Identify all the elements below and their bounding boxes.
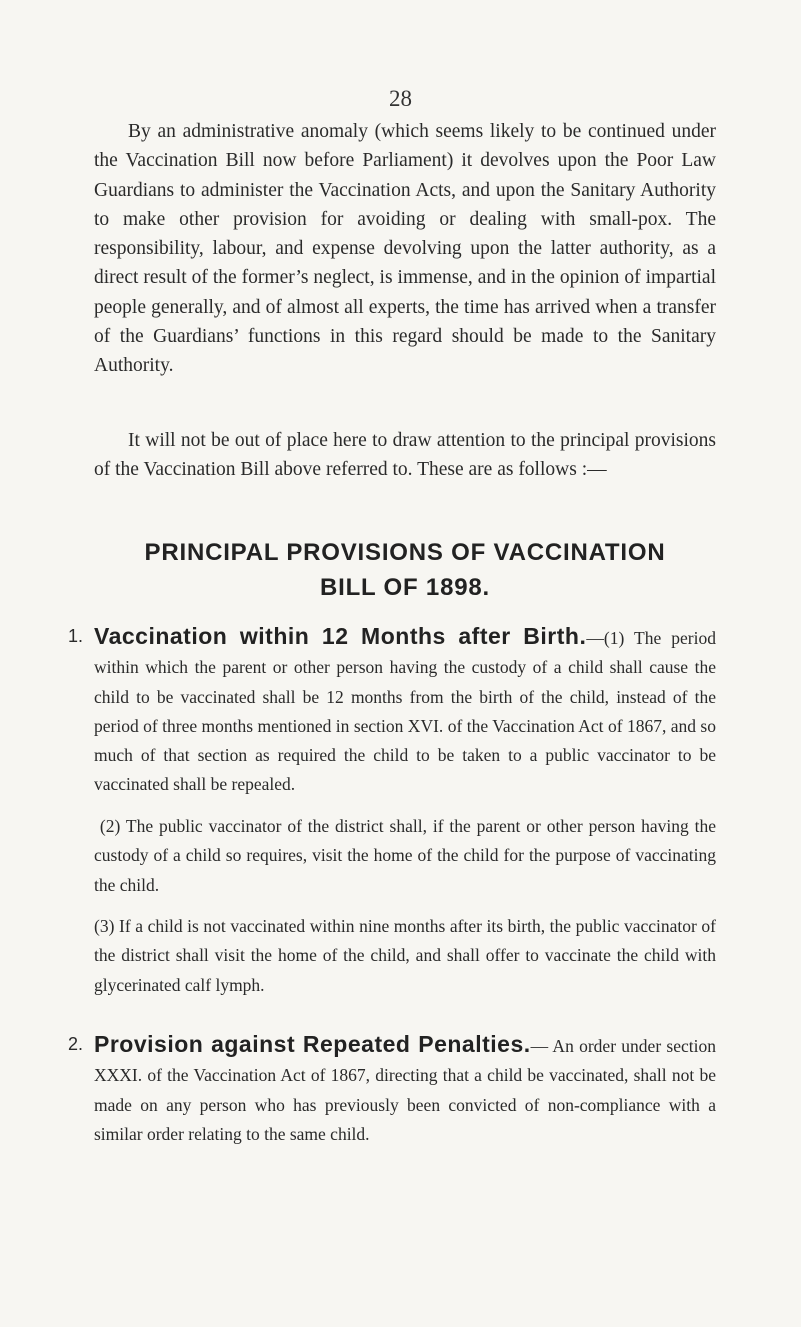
provision-1-subsection-2 <box>94 812 716 900</box>
provision-title: Vaccination within 12 Months after Birth. <box>94 623 587 649</box>
provision-text: —(1) The period within which the parent or other person having the custody of a child shall cause the child to be vaccinated shall be 12 months from the birth of the child, instead of the period of three months mentioned in section XVI. of the Vaccination Act of 1867, and so much of that section as required the child to be taken to a public vaccinator to be vaccinated shall be repealed. <box>94 628 716 795</box>
provision-text: — An order under section XXXI. of the Vaccination Act of 1867, directing that a child be vaccinated, shall not be made on any person who has previously been convicted of non-compliance with a similar order relating to the same child. <box>94 1036 716 1144</box>
provision-item-1 <box>68 622 716 800</box>
provision-number: 2. <box>68 1034 84 1054</box>
subsection-text: The public vaccinator of the district shall, if the parent or other person having the custody of a child so requires, visit the home of the child for the purpose of vaccinating the child. <box>94 816 717 895</box>
subsection-text: If a child is not vaccinated within nine months after its birth, the public vaccinator of the district shall visit the home of the child, and shall offer to vaccinate the child with glycerinated calf lymph. <box>94 916 717 995</box>
paragraph-principal-provisions-intro: It will not be out of place here to draw attention to the principal provisions of the Vaccination Bill above referred to. These are as follows :— <box>94 430 716 481</box>
section-heading-line-1: PRINCIPAL PROVISIONS OF VACCINATION <box>144 539 666 566</box>
subsection-label: (3) <box>94 916 115 936</box>
page-number: 28 <box>389 86 412 111</box>
provision-item-2 <box>68 1030 716 1149</box>
provision-title: Provision against Repeated Penalties. <box>94 1031 531 1057</box>
subsection-label: (2) <box>99 816 121 836</box>
section-heading-line-2: BILL OF 1898. <box>319 574 490 601</box>
section-heading <box>60 535 750 605</box>
provision-number: 1. <box>68 626 84 646</box>
paragraph-administrative-anomaly: By an administrative anomaly (which seems likely to be continued under the Vaccination Bill now before Parliament) it devolves upon the Poor Law Guardians to administer the Vaccination Acts, and upon the Sanitary Authority to make other provision for avoiding or dealing with small-pox. The responsibility, labour, and expense devolving upon the latter authority, as a direct result of the former’s neglect, is immense, and in the opinion of impartial people generally, and of almost all experts, the time has arrived when a transfer of the Guardians’ functions in this regard should be made to the Sanitary Authority. <box>94 121 716 377</box>
provision-1-subsection-3 <box>94 912 716 1000</box>
